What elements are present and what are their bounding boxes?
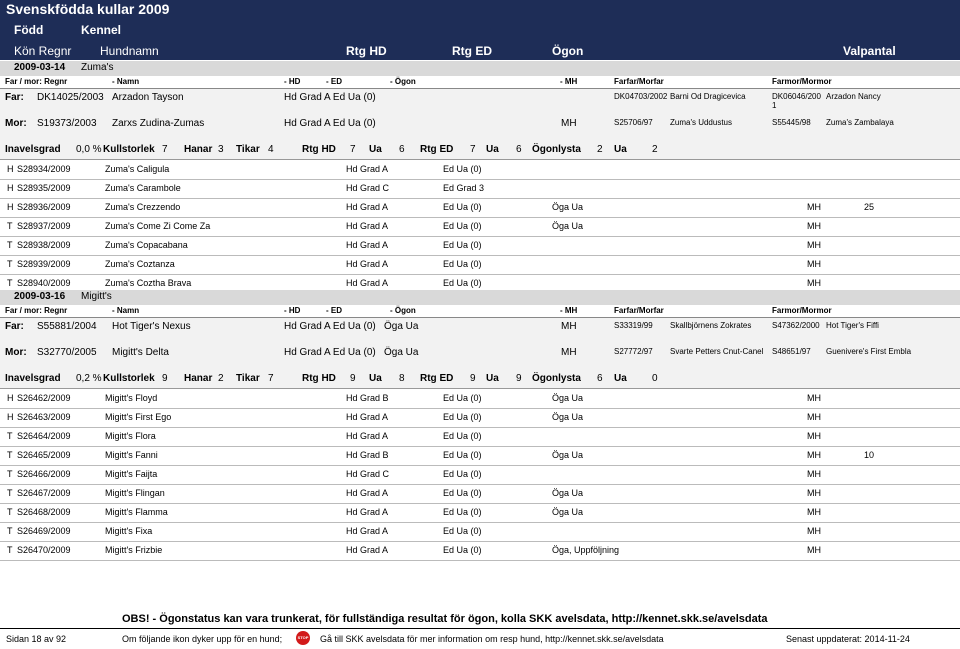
pup-sex: T	[7, 240, 13, 250]
header-hundnamn: Hundnamn	[100, 44, 159, 58]
stat-kull: 9	[162, 373, 168, 384]
pup-name: Zuma's Caligula	[105, 164, 170, 174]
mor-name: Migitt's Delta	[112, 347, 169, 358]
pup-sex: T	[7, 507, 13, 517]
pup-mh: MH	[807, 431, 821, 441]
pup-ed: Ed Ua (0)	[443, 259, 482, 269]
stat-ua3: 2	[652, 144, 658, 155]
mor-regnr: S19373/2003	[37, 118, 97, 129]
col-header-ogon: - Ögon	[390, 306, 416, 315]
far-mh: MH	[561, 321, 577, 332]
pup-hd: Hd Grad A	[346, 507, 389, 517]
header-rtg-ed: Rtg ED	[452, 44, 492, 58]
pup-ogon: Öga Ua	[552, 412, 584, 422]
stat-ua1: 6	[399, 144, 405, 155]
pup-sex: T	[7, 526, 13, 536]
pup-name: Zuma's Coztanza	[105, 259, 175, 269]
stat-inavel-label: Inavelsgrad	[5, 373, 61, 384]
stat-rtg-hd: 7	[350, 144, 356, 155]
pup-name: Migitt's Faijta	[105, 469, 158, 479]
pup-valp: 25	[864, 202, 875, 212]
pup-regnr: S28934/2009	[17, 164, 71, 174]
pup-ogon: Öga Ua	[552, 221, 584, 231]
mor-grandparent2-regnr: S55445/98	[772, 118, 811, 127]
pup-regnr: S28938/2009	[17, 240, 71, 250]
pup-hd: Hd Grad A	[346, 240, 389, 250]
far-row	[0, 318, 960, 345]
stat-hanar: 3	[218, 144, 224, 155]
far-ogon: Öga Ua	[384, 321, 419, 332]
stat-tikar: 4	[268, 144, 274, 155]
pup-hd: Hd Grad A	[346, 202, 389, 212]
pup-regnr: S28939/2009	[17, 259, 71, 269]
far-grandparent2-name: Hot Tiger's Fiffi	[826, 321, 879, 330]
pup-ogon: Öga Ua	[552, 507, 584, 517]
pup-sex: H	[7, 202, 14, 212]
mor-mh: MH	[561, 118, 577, 129]
stat-tikar-label: Tikar	[236, 144, 260, 155]
pup-ed: Ed Ua (0)	[443, 545, 482, 555]
mor-grandparent1-name: Zuma's Uddustus	[670, 118, 732, 127]
mor-mh: MH	[561, 347, 577, 358]
pup-row	[0, 541, 960, 561]
pup-sex: T	[7, 488, 13, 498]
far-grandparent2-regnr: DK06046/200 1	[772, 92, 821, 110]
pup-ed: Ed Ua (0)	[443, 469, 482, 479]
pup-hd: Hd Grad A	[346, 259, 389, 269]
stat-ua1-label: Ua	[369, 373, 382, 384]
pup-mh: MH	[807, 507, 821, 517]
pup-hd: Hd Grad A	[346, 488, 389, 498]
stat-rtg-hd-label: Rtg HD	[302, 144, 336, 155]
obs-note: OBS! - Ögonstatus kan vara trunkerat, för fullständiga resultat för ögon, kolla SKK avelsdata, http://kennet.skk.se/avelsdata	[122, 613, 768, 625]
stat-ua2-label: Ua	[486, 373, 499, 384]
pup-hd: Hd Grad B	[346, 450, 389, 460]
pup-sex: T	[7, 278, 13, 288]
pup-ed: Ed Ua (0)	[443, 393, 482, 403]
pup-mh: MH	[807, 278, 821, 288]
pup-sex: H	[7, 183, 14, 193]
mor-grandparent1-name: Svarte Petters Cnut-Canel	[670, 347, 764, 356]
pup-row	[0, 408, 960, 428]
pup-valp: 10	[864, 450, 875, 460]
pup-mh: MH	[807, 450, 821, 460]
litter-kennel: Zuma's	[81, 62, 114, 73]
mor-row	[0, 344, 960, 371]
pup-row	[0, 236, 960, 256]
icon-explanation: Om följande ikon dyker upp för en hund;	[122, 634, 283, 644]
stop-sign-icon: STOP	[296, 631, 310, 645]
stat-rtg-hd: 9	[350, 373, 356, 384]
mor-name: Zarxs Zudina-Zumas	[112, 118, 205, 129]
pup-mh: MH	[807, 221, 821, 231]
pup-regnr: S26469/2009	[17, 526, 71, 536]
far-label: Far:	[5, 321, 24, 332]
stat-ogonlysta-label: Ögonlysta	[532, 144, 581, 155]
pup-regnr: S28935/2009	[17, 183, 71, 193]
page-number: Sidan 18 av 92	[6, 634, 67, 644]
stat-hanar-label: Hanar	[184, 144, 213, 155]
pup-name: Zuma's Copacabana	[105, 240, 188, 250]
pup-name: Migitt's Flingan	[105, 488, 165, 498]
pup-name: Migitt's First Ego	[105, 412, 172, 422]
pup-hd: Hd Grad C	[346, 183, 390, 193]
pup-name: Migitt's Fanni	[105, 450, 158, 460]
far-hd-ed: Hd Grad A Ed Ua (0)	[284, 321, 376, 332]
pup-regnr: S26470/2009	[17, 545, 71, 555]
pup-ogon: Öga, Uppföljning	[552, 545, 620, 555]
col-header-far-mor: Far / mor: Regnr	[5, 77, 68, 86]
far-regnr: DK14025/2003	[37, 92, 104, 103]
pup-sex: T	[7, 431, 13, 441]
stat-ua3-label: Ua	[614, 144, 627, 155]
pup-name: Migitt's Flamma	[105, 507, 168, 517]
far-label: Far:	[5, 92, 24, 103]
far-grandparent1-regnr: S33319/99	[614, 321, 653, 330]
litter-header	[0, 61, 960, 76]
pup-name: Zuma's Come Zi Come Za	[105, 221, 211, 231]
col-header-ed: - ED	[326, 77, 342, 86]
stat-ogonlysta: 2	[597, 144, 603, 155]
pup-name: Migitt's Floyd	[105, 393, 158, 403]
header-valpantal: Valpantal	[843, 44, 896, 58]
col-header-ogon: - Ögon	[390, 77, 416, 86]
pup-sex: T	[7, 259, 13, 269]
pup-row	[0, 217, 960, 237]
mor-grandparent2-name: Zuma's Zambalaya	[826, 118, 894, 127]
mor-regnr: S32770/2005	[37, 347, 97, 358]
pup-regnr: S26468/2009	[17, 507, 71, 517]
col-header-mh: - MH	[560, 306, 578, 315]
pup-regnr: S26464/2009	[17, 431, 71, 441]
pup-ed: Ed Ua (0)	[443, 431, 482, 441]
pup-hd: Hd Grad A	[346, 278, 389, 288]
col-header-hd: - HD	[284, 306, 301, 315]
pup-name: Migitt's Frizbie	[105, 545, 163, 555]
pup-row	[0, 255, 960, 275]
col-header-farfar: Farfar/Morfar	[614, 77, 664, 86]
pup-ed: Ed Ua (0)	[443, 240, 482, 250]
litter-header	[0, 290, 960, 305]
mor-grandparent1-regnr: S27772/97	[614, 347, 653, 356]
far-grandparent1-name: Barni Od Dragicevica	[670, 92, 746, 101]
pup-name: Zuma's Coztha Brava	[105, 278, 192, 288]
mor-ogon: Öga Ua	[384, 347, 419, 358]
pup-row	[0, 179, 960, 199]
stat-inavel-label: Inavelsgrad	[5, 144, 61, 155]
stat-ua1: 8	[399, 373, 405, 384]
header-kennel: Kennel	[81, 23, 122, 37]
pup-sex: T	[7, 221, 13, 231]
pup-ed: Ed Ua (0)	[443, 526, 482, 536]
page-title: Svenskfödda kullar 2009	[6, 1, 170, 17]
col-header-far-mor: Far / mor: Regnr	[5, 306, 68, 315]
stat-rtg-ed: 7	[470, 144, 476, 155]
litter-stats-row	[0, 370, 960, 389]
pup-ed: Ed Ua (0)	[443, 278, 482, 288]
header-ogon: Ögon	[552, 44, 584, 58]
far-name: Hot Tiger's Nexus	[112, 321, 191, 332]
pup-row	[0, 465, 960, 485]
far-grandparent2-regnr: S47362/2000	[772, 321, 820, 330]
mor-grandparent1-regnr: S25706/97	[614, 118, 653, 127]
col-header-farmor: Farmor/Mormor	[772, 306, 832, 315]
pup-hd: Hd Grad A	[346, 545, 389, 555]
pup-regnr: S28937/2009	[17, 221, 71, 231]
pup-regnr: S26465/2009	[17, 450, 71, 460]
stat-ua3-label: Ua	[614, 373, 627, 384]
pup-row	[0, 198, 960, 218]
mor-hd-ed: Hd Grad A Ed Ua (0)	[284, 347, 376, 358]
pup-ogon: Öga Ua	[552, 202, 584, 212]
pup-hd: Hd Grad C	[346, 469, 390, 479]
far-grandparent1-name: Skallbjörnens Zokrates	[670, 321, 752, 330]
stat-ua2: 6	[516, 144, 522, 155]
col-header-hd: - HD	[284, 77, 301, 86]
mor-label: Mor:	[5, 118, 27, 129]
pup-hd: Hd Grad B	[346, 393, 389, 403]
pup-ed: Ed Ua (0)	[443, 221, 482, 231]
stat-inavel: 0,0 %	[76, 144, 102, 155]
stat-kull-label: Kullstorlek	[103, 144, 155, 155]
pup-name: Migitt's Flora	[105, 431, 156, 441]
skk-link-text: Gå till SKK avelsdata för mer information om resp hund, http://kennet.skk.se/avelsdata	[320, 634, 664, 644]
pup-ed: Ed Ua (0)	[443, 507, 482, 517]
pup-name: Zuma's Crezzendo	[105, 202, 181, 212]
pup-hd: Hd Grad A	[346, 526, 389, 536]
pup-sex: H	[7, 164, 14, 174]
pup-regnr: S26462/2009	[17, 393, 71, 403]
stat-rtg-hd-label: Rtg HD	[302, 373, 336, 384]
header-rtg-hd: Rtg HD	[346, 44, 387, 58]
mor-grandparent2-regnr: S48651/97	[772, 347, 811, 356]
parent-column-headers	[0, 76, 960, 89]
pup-mh: MH	[807, 545, 821, 555]
pup-sex: T	[7, 545, 13, 555]
stat-ogonlysta: 6	[597, 373, 603, 384]
pup-row	[0, 160, 960, 180]
stat-ua2-label: Ua	[486, 144, 499, 155]
stat-hanar-label: Hanar	[184, 373, 213, 384]
parent-column-headers	[0, 305, 960, 318]
pup-hd: Hd Grad A	[346, 412, 389, 422]
stat-ua2: 9	[516, 373, 522, 384]
stat-kull: 7	[162, 144, 168, 155]
pup-sex: T	[7, 450, 13, 460]
header-fodd: Född	[14, 23, 44, 37]
pup-row	[0, 389, 960, 409]
pup-mh: MH	[807, 488, 821, 498]
col-header-ed: - ED	[326, 306, 342, 315]
litter-stats-row	[0, 141, 960, 160]
far-grandparent1-regnr: DK04703/2002	[614, 92, 668, 101]
stat-rtg-ed-label: Rtg ED	[420, 144, 454, 155]
far-name: Arzadon Tayson	[112, 92, 184, 103]
pup-hd: Hd Grad A	[346, 164, 389, 174]
far-grandparent2-name: Arzadon Nancy	[826, 92, 881, 101]
stat-ua1-label: Ua	[369, 144, 382, 155]
stat-tikar-label: Tikar	[236, 373, 260, 384]
pup-sex: H	[7, 412, 14, 422]
mor-hd-ed: Hd Grad A Ed Ua (0)	[284, 118, 376, 129]
pup-mh: MH	[807, 469, 821, 479]
pup-ed: Ed Ua (0)	[443, 488, 482, 498]
stat-hanar: 2	[218, 373, 224, 384]
col-header-farfar: Farfar/Morfar	[614, 306, 664, 315]
col-header-mh: - MH	[560, 77, 578, 86]
pup-hd: Hd Grad A	[346, 221, 389, 231]
mor-label: Mor:	[5, 347, 27, 358]
pup-ed: Ed Ua (0)	[443, 202, 482, 212]
litter-kennel: Migitt's	[81, 291, 112, 302]
pup-ogon: Öga Ua	[552, 450, 584, 460]
col-header-namn: - Namn	[112, 306, 140, 315]
col-header-namn: - Namn	[112, 77, 140, 86]
stat-inavel: 0,2 %	[76, 373, 102, 384]
stat-ua3: 0	[652, 373, 658, 384]
mor-grandparent2-name: Guenivere's First Embla	[826, 347, 912, 356]
pup-mh: MH	[807, 412, 821, 422]
title-bar	[0, 0, 960, 20]
pup-ogon: Öga Ua	[552, 488, 584, 498]
pup-row	[0, 522, 960, 542]
pup-hd: Hd Grad A	[346, 431, 389, 441]
pup-regnr: S26467/2009	[17, 488, 71, 498]
far-hd-ed: Hd Grad A Ed Ua (0)	[284, 92, 376, 103]
pup-mh: MH	[807, 393, 821, 403]
pup-row	[0, 427, 960, 447]
pup-mh: MH	[807, 240, 821, 250]
pup-regnr: S26463/2009	[17, 412, 71, 422]
stat-rtg-ed-label: Rtg ED	[420, 373, 454, 384]
stat-tikar: 7	[268, 373, 274, 384]
stat-ogonlysta-label: Ögonlysta	[532, 373, 581, 384]
stat-kull-label: Kullstorlek	[103, 373, 155, 384]
column-header-band	[0, 20, 960, 60]
stat-rtg-ed: 9	[470, 373, 476, 384]
pup-name: Migitt's Fixa	[105, 526, 153, 536]
pup-ed: Ed Grad 3	[443, 183, 485, 193]
litter-date: 2009-03-14	[14, 62, 66, 73]
pup-ogon: Öga Ua	[552, 393, 584, 403]
footer-divider	[0, 628, 960, 629]
pup-ed: Ed Ua (0)	[443, 164, 482, 174]
pup-sex: H	[7, 393, 14, 403]
pup-mh: MH	[807, 202, 821, 212]
last-updated: Senast uppdaterat: 2014-11-24	[786, 634, 910, 644]
pup-ed: Ed Ua (0)	[443, 450, 482, 460]
pup-sex: T	[7, 469, 13, 479]
pup-name: Zuma's Carambole	[105, 183, 181, 193]
pup-mh: MH	[807, 259, 821, 269]
pup-regnr: S28940/2009	[17, 278, 71, 288]
mor-row	[0, 115, 960, 142]
pup-row	[0, 484, 960, 504]
pup-regnr: S26466/2009	[17, 469, 71, 479]
far-row	[0, 89, 960, 116]
far-regnr: S55881/2004	[37, 321, 97, 332]
pup-row	[0, 446, 960, 466]
header-kon-regnr: Kön Regnr	[14, 44, 72, 58]
pup-regnr: S28936/2009	[17, 202, 71, 212]
pup-row	[0, 503, 960, 523]
col-header-farmor: Farmor/Mormor	[772, 77, 832, 86]
pup-ed: Ed Ua (0)	[443, 412, 482, 422]
pup-mh: MH	[807, 526, 821, 536]
litter-date: 2009-03-16	[14, 291, 66, 302]
